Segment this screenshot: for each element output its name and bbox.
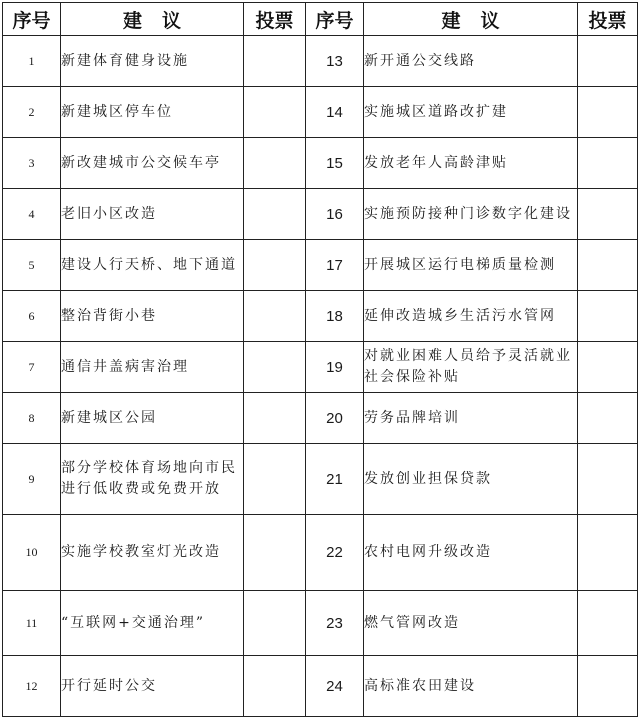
vote-cell[interactable] [244, 291, 306, 342]
vote-cell[interactable] [578, 189, 638, 240]
left-item-no: 3 [3, 138, 61, 189]
header-no-left: 序号 [3, 3, 61, 36]
vote-cell[interactable] [578, 515, 638, 591]
table-row [3, 444, 638, 515]
vote-cell[interactable] [244, 591, 306, 656]
right-item-no: 15 [306, 138, 364, 189]
vote-cell[interactable] [244, 189, 306, 240]
left-item-no: 6 [3, 291, 61, 342]
table-row [3, 656, 638, 717]
header-vote-right: 投票 [578, 3, 638, 36]
right-item-suggestion: 农村电网升级改造 [364, 515, 578, 591]
table-row [3, 138, 638, 189]
vote-cell[interactable] [244, 240, 306, 291]
header-row [3, 3, 638, 36]
vote-cell[interactable] [244, 36, 306, 87]
right-item-no: 22 [306, 515, 364, 591]
header-suggestion-right: 建议 [364, 3, 578, 36]
right-item-suggestion: 开展城区运行电梯质量检测 [364, 240, 578, 291]
right-item-no: 18 [306, 291, 364, 342]
left-item-no: 11 [3, 591, 61, 656]
right-item-no: 21 [306, 444, 364, 515]
left-item-suggestion: 整治背街小巷 [61, 291, 244, 342]
left-item-suggestion: 实施学校教室灯光改造 [61, 515, 244, 591]
vote-cell[interactable] [578, 393, 638, 444]
left-item-suggestion: 部分学校体育场地向市民进行低收费或免费开放 [61, 444, 244, 515]
right-item-no: 19 [306, 342, 364, 393]
right-item-suggestion: 燃气管网改造 [364, 591, 578, 656]
right-item-suggestion: 劳务品牌培训 [364, 393, 578, 444]
left-item-no: 4 [3, 189, 61, 240]
left-item-no: 9 [3, 444, 61, 515]
vote-cell[interactable] [244, 393, 306, 444]
vote-cell[interactable] [578, 444, 638, 515]
vote-cell[interactable] [578, 138, 638, 189]
header-no-right: 序号 [306, 3, 364, 36]
table-row [3, 240, 638, 291]
vote-cell[interactable] [578, 342, 638, 393]
right-item-no: 20 [306, 393, 364, 444]
table-row [3, 291, 638, 342]
vote-cell[interactable] [244, 138, 306, 189]
right-item-suggestion: 实施城区道路改扩建 [364, 87, 578, 138]
right-item-no: 16 [306, 189, 364, 240]
left-item-suggestion: 通信井盖病害治理 [61, 342, 244, 393]
left-item-no: 1 [3, 36, 61, 87]
right-item-suggestion: 对就业困难人员给予灵活就业社会保险补贴 [364, 342, 578, 393]
vote-cell[interactable] [578, 291, 638, 342]
vote-cell[interactable] [244, 342, 306, 393]
right-item-suggestion: 高标准农田建设 [364, 656, 578, 717]
right-item-suggestion: 实施预防接种门诊数字化建设 [364, 189, 578, 240]
vote-cell[interactable] [578, 240, 638, 291]
suggestion-vote-table [2, 2, 638, 717]
table-row [3, 342, 638, 393]
right-item-suggestion: 发放创业担保贷款 [364, 444, 578, 515]
right-item-no: 17 [306, 240, 364, 291]
left-item-no: 2 [3, 87, 61, 138]
vote-cell[interactable] [244, 444, 306, 515]
right-item-no: 24 [306, 656, 364, 717]
left-item-suggestion: 新建体育健身设施 [61, 36, 244, 87]
left-item-suggestion: 新建城区停车位 [61, 87, 244, 138]
header-suggestion-left: 建议 [61, 3, 244, 36]
vote-cell[interactable] [244, 656, 306, 717]
table-row [3, 87, 638, 138]
table-row [3, 515, 638, 591]
header-vote-left: 投票 [244, 3, 306, 36]
left-item-no: 7 [3, 342, 61, 393]
left-item-no: 5 [3, 240, 61, 291]
left-item-suggestion: 建设人行天桥、地下通道 [61, 240, 244, 291]
left-item-no: 12 [3, 656, 61, 717]
vote-cell[interactable] [244, 87, 306, 138]
vote-cell[interactable] [578, 591, 638, 656]
vote-cell[interactable] [244, 515, 306, 591]
right-item-suggestion: 发放老年人高龄津贴 [364, 138, 578, 189]
left-item-suggestion: 新改建城市公交候车亭 [61, 138, 244, 189]
left-item-suggestion: 开行延时公交 [61, 656, 244, 717]
table-row [3, 591, 638, 656]
left-item-suggestion: 老旧小区改造 [61, 189, 244, 240]
right-item-no: 14 [306, 87, 364, 138]
right-item-no: 13 [306, 36, 364, 87]
left-item-no: 8 [3, 393, 61, 444]
left-item-suggestion: “互联网+交通治理” [61, 591, 244, 656]
left-item-no: 10 [3, 515, 61, 591]
right-item-no: 23 [306, 591, 364, 656]
table-row [3, 36, 638, 87]
right-item-suggestion: 延伸改造城乡生活污水管网 [364, 291, 578, 342]
right-item-suggestion: 新开通公交线路 [364, 36, 578, 87]
vote-cell[interactable] [578, 87, 638, 138]
table-row [3, 393, 638, 444]
vote-cell[interactable] [578, 656, 638, 717]
vote-cell[interactable] [578, 36, 638, 87]
left-item-suggestion: 新建城区公园 [61, 393, 244, 444]
table-row [3, 189, 638, 240]
